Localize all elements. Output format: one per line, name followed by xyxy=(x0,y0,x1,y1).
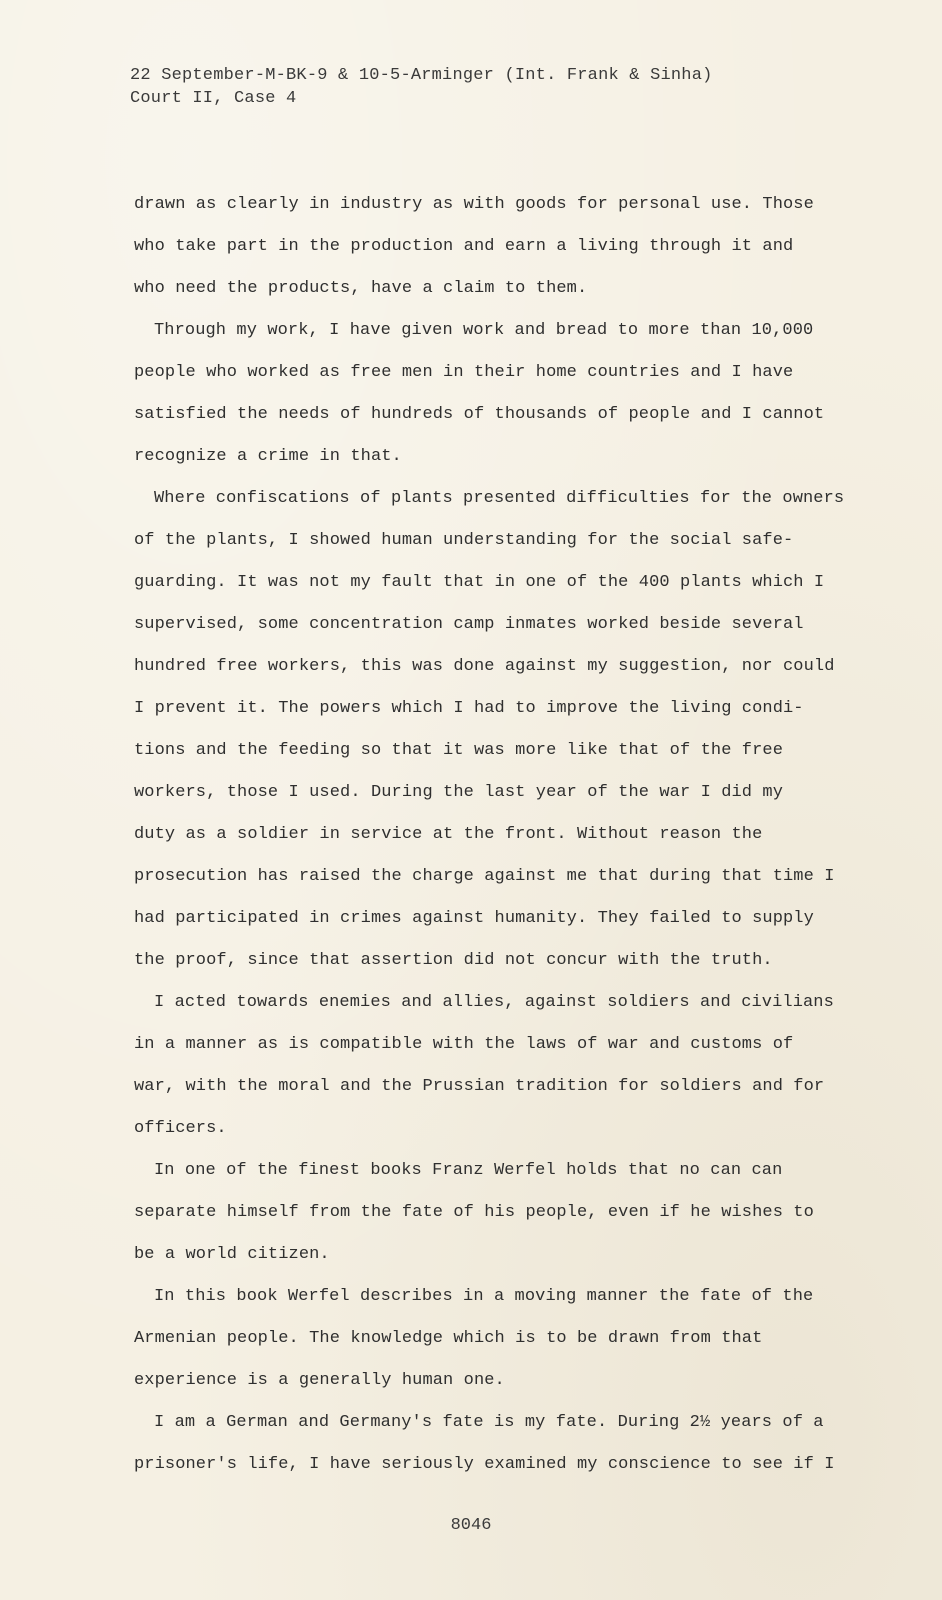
paragraph-5 xyxy=(134,1150,854,1276)
text-line: hundred free workers, this was done against my suggestion, nor could xyxy=(134,657,835,676)
text-line: In this book Werfel describes in a moving manner the fate of the xyxy=(154,1287,814,1306)
text-line: I prevent it. The powers which I had to improve the living condi- xyxy=(134,699,804,718)
text-line: prosecution has raised the charge against me that during that time I xyxy=(134,867,835,886)
paragraph-3 xyxy=(134,478,854,982)
text-line: workers, those I used. During the last year of the war I did my xyxy=(134,783,784,802)
paragraph-2 xyxy=(134,310,854,478)
text-line: Where confiscations of plants presented difficulties for the owners xyxy=(154,489,845,508)
paragraph-6 xyxy=(134,1276,854,1402)
text-line: In one of the finest books Franz Werfel holds that no can can xyxy=(154,1161,783,1180)
text-line: of the plants, I showed human understanding for the social safe- xyxy=(134,531,794,550)
header-session-line: 22 September-M-BK-9 & 10-5-Arminger (Int. Frank & Sinha) xyxy=(130,66,713,85)
paragraph-1 xyxy=(134,184,854,310)
text-line: I am a German and Germany's fate is my fate. During 2½ years of a xyxy=(154,1413,824,1432)
text-line: war, with the moral and the Prussian tradition for soldiers and for xyxy=(134,1077,825,1096)
text-line: experience is a generally human one. xyxy=(134,1371,505,1390)
text-line: the proof, since that assertion did not concur with the truth. xyxy=(134,951,773,970)
document-header xyxy=(130,64,713,110)
page-number: 8046 xyxy=(450,1516,492,1535)
document-body xyxy=(134,184,854,1486)
text-line: prisoner's life, I have seriously examined my conscience to see if I xyxy=(134,1455,835,1474)
text-line: Through my work, I have given work and bread to more than 10,000 xyxy=(154,321,814,340)
text-line: tions and the feeding so that it was more like that of the free xyxy=(134,741,784,760)
text-line: duty as a soldier in service at the front. Without reason the xyxy=(134,825,763,844)
text-line: who need the products, have a claim to them. xyxy=(134,279,588,298)
text-line: had participated in crimes against humanity. They failed to supply xyxy=(134,909,814,928)
text-line: who take part in the production and earn a living through it and xyxy=(134,237,794,256)
text-line: people who worked as free men in their home countries and I have xyxy=(134,363,794,382)
text-line: guarding. It was not my fault that in one of the 400 plants which I xyxy=(134,573,825,592)
text-line: be a world citizen. xyxy=(134,1245,330,1264)
text-line: Armenian people. The knowledge which is to be drawn from that xyxy=(134,1329,763,1348)
paragraph-7 xyxy=(134,1402,854,1486)
text-line: drawn as clearly in industry as with goods for personal use. Those xyxy=(134,195,814,214)
text-line: I acted towards enemies and allies, against soldiers and civilians xyxy=(154,993,834,1012)
paragraph-4 xyxy=(134,982,854,1150)
text-line: officers. xyxy=(134,1119,227,1138)
text-line: separate himself from the fate of his people, even if he wishes to xyxy=(134,1203,814,1222)
text-line: satisfied the needs of hundreds of thousands of people and I cannot xyxy=(134,405,825,424)
text-line: in a manner as is compatible with the laws of war and customs of xyxy=(134,1035,794,1054)
text-line: supervised, some concentration camp inmates worked beside several xyxy=(134,615,804,634)
header-court-line: Court II, Case 4 xyxy=(130,89,297,108)
text-line: recognize a crime in that. xyxy=(134,447,402,466)
